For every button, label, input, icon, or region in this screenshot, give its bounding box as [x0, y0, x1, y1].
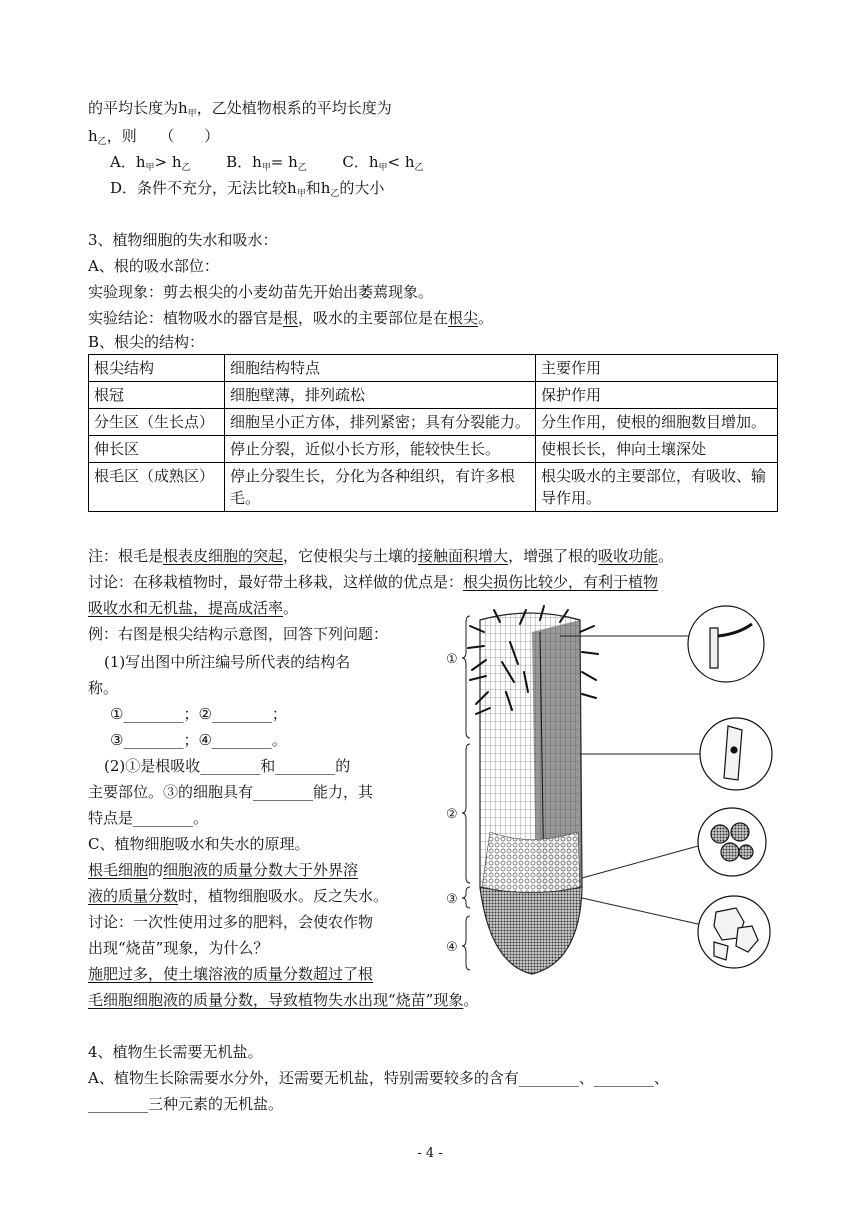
figure-label: ②: [446, 807, 458, 822]
cell-detail-root-hair: [688, 606, 764, 682]
s3-a-title: A、根的吸水部位：: [88, 257, 219, 275]
discussion-transplant-1: 讨论：在移栽植物时，最好带土移栽，这样做的优点是：根尖损伤比较少，有利于植物: [88, 573, 659, 591]
sc-principle-2: 液的质量分数时，植物细胞吸水。反之失水。: [88, 887, 389, 905]
q2-line2: $h_乙$，则 （ ）: [88, 127, 220, 147]
example-q2-end: 特点是________。: [88, 809, 209, 827]
root-tip-figure: [440, 602, 780, 982]
sc-title: C、植物细胞吸水和失水的原理。: [88, 835, 310, 853]
example-q1: (1)写出图中所注编号所代表的结构名: [104, 653, 351, 671]
example-intro: 例：右图是根尖结构示意图，回答下列问题：: [88, 625, 389, 643]
root-cap: [480, 887, 582, 974]
table-header: 根尖结构: [89, 355, 225, 382]
table-cell: 停止分裂生长，分化为各种组织，有许多根毛。: [225, 463, 536, 512]
example-blanks-1: ①________；②________；: [110, 705, 287, 723]
s4-line2: ________三种元素的无机盐。: [88, 1095, 284, 1113]
table-header-row: [89, 355, 778, 382]
table-cell: 根尖吸水的主要部位，有吸收、输导作用。: [536, 463, 778, 512]
table-row: [89, 436, 778, 463]
table-cell: 保护作用: [536, 382, 778, 409]
figure-label: ③: [446, 892, 458, 907]
example-q1-cont: 称。: [88, 679, 119, 697]
s4-title: 4、植物生长需要无机盐。: [88, 1043, 263, 1061]
q2-line1: 的平均长度为$h_甲$，乙处植物根系的平均长度为: [88, 99, 392, 119]
note-root-hair: 注：根毛是根表皮细胞的突起，它使根尖与土壤的接触面积增大，增强了根的吸收功能。: [88, 547, 674, 565]
table-row: [89, 382, 778, 409]
table-cell: 细胞呈小正方体，排列紧密；具有分裂能力。: [225, 409, 536, 436]
q2-option-d: D．条件不充分，无法比较$h_甲$和$h_乙$的大小: [110, 179, 385, 199]
q2-option-b: B．$h_甲= h_乙$: [226, 153, 307, 173]
sc-principle-1: 根毛细胞的细胞液的质量分数大于外界溶: [88, 861, 359, 879]
table-row: [89, 409, 778, 436]
q2-options: [110, 152, 424, 178]
table-cell: 根毛区（成熟区）: [89, 463, 225, 512]
figure-label: ①: [446, 652, 458, 667]
q2-option-a: A．$h_甲> h_乙$: [110, 153, 191, 173]
example-blanks-2: ③________；④________。: [110, 731, 287, 749]
table-cell: 分生区（生长点）: [89, 409, 225, 436]
zone-brackets: [462, 616, 470, 970]
table-header: 主要作用: [536, 355, 778, 382]
sc-discussion-1: 讨论：一次性使用过多的肥料，会使农作物: [88, 913, 374, 931]
q2-option-c: C．$h_甲< h_乙$: [342, 153, 424, 173]
discussion-transplant-2: 吸收水和无机盐，提高成活率。: [88, 599, 299, 617]
s4-line1: A、植物生长除需要水分外，还需要无机盐，特别需要较多的含有________、________、: [88, 1069, 669, 1087]
s3-b-title: B、根尖的结构：: [88, 333, 205, 351]
cell-detail-meristem: [698, 808, 766, 876]
table-cell: 细胞壁薄，排列疏松: [225, 382, 536, 409]
table-cell: 停止分裂，近似小长方形，能较快生长。: [225, 436, 536, 463]
root-tip-table: [88, 354, 778, 512]
meristem-zone: [482, 832, 580, 893]
example-q2-cont: 主要部位。③的细胞具有________能力，其: [88, 783, 374, 801]
cell-detail-elongation: [700, 718, 772, 790]
s3-title: 3、植物细胞的失水和吸水：: [88, 231, 278, 249]
table-cell: 分生作用，使根的细胞数目增加。: [536, 409, 778, 436]
page-number: - 4 -: [417, 1146, 443, 1161]
table-cell: 使根长长，伸向土壤深处: [536, 436, 778, 463]
example-q2: (2)①是根吸收________和________的: [104, 757, 351, 775]
table-cell: 根冠: [89, 382, 225, 409]
sc-discussion-2: 出现“烧苗”现象，为什么？: [88, 939, 269, 957]
sc-answer-2: 毛细胞细胞液的质量分数，导致植物失水出现“烧苗”现象。: [88, 991, 479, 1009]
s3-conclusion: 实验结论：植物吸水的器官是根，吸水的主要部位是在根尖。: [88, 309, 494, 327]
s3-phenomenon: 实验现象：剪去根尖的小麦幼苗先开始出萎蔫现象。: [88, 283, 434, 301]
sc-answer-1: 施肥过多，使土壤溶液的质量分数超过了根: [88, 965, 374, 983]
table-row: [89, 463, 778, 512]
table-header: 细胞结构特点: [225, 355, 536, 382]
table-cell: 伸长区: [89, 436, 225, 463]
cell-detail-root-cap: [698, 896, 770, 968]
figure-label: ④: [446, 940, 458, 955]
